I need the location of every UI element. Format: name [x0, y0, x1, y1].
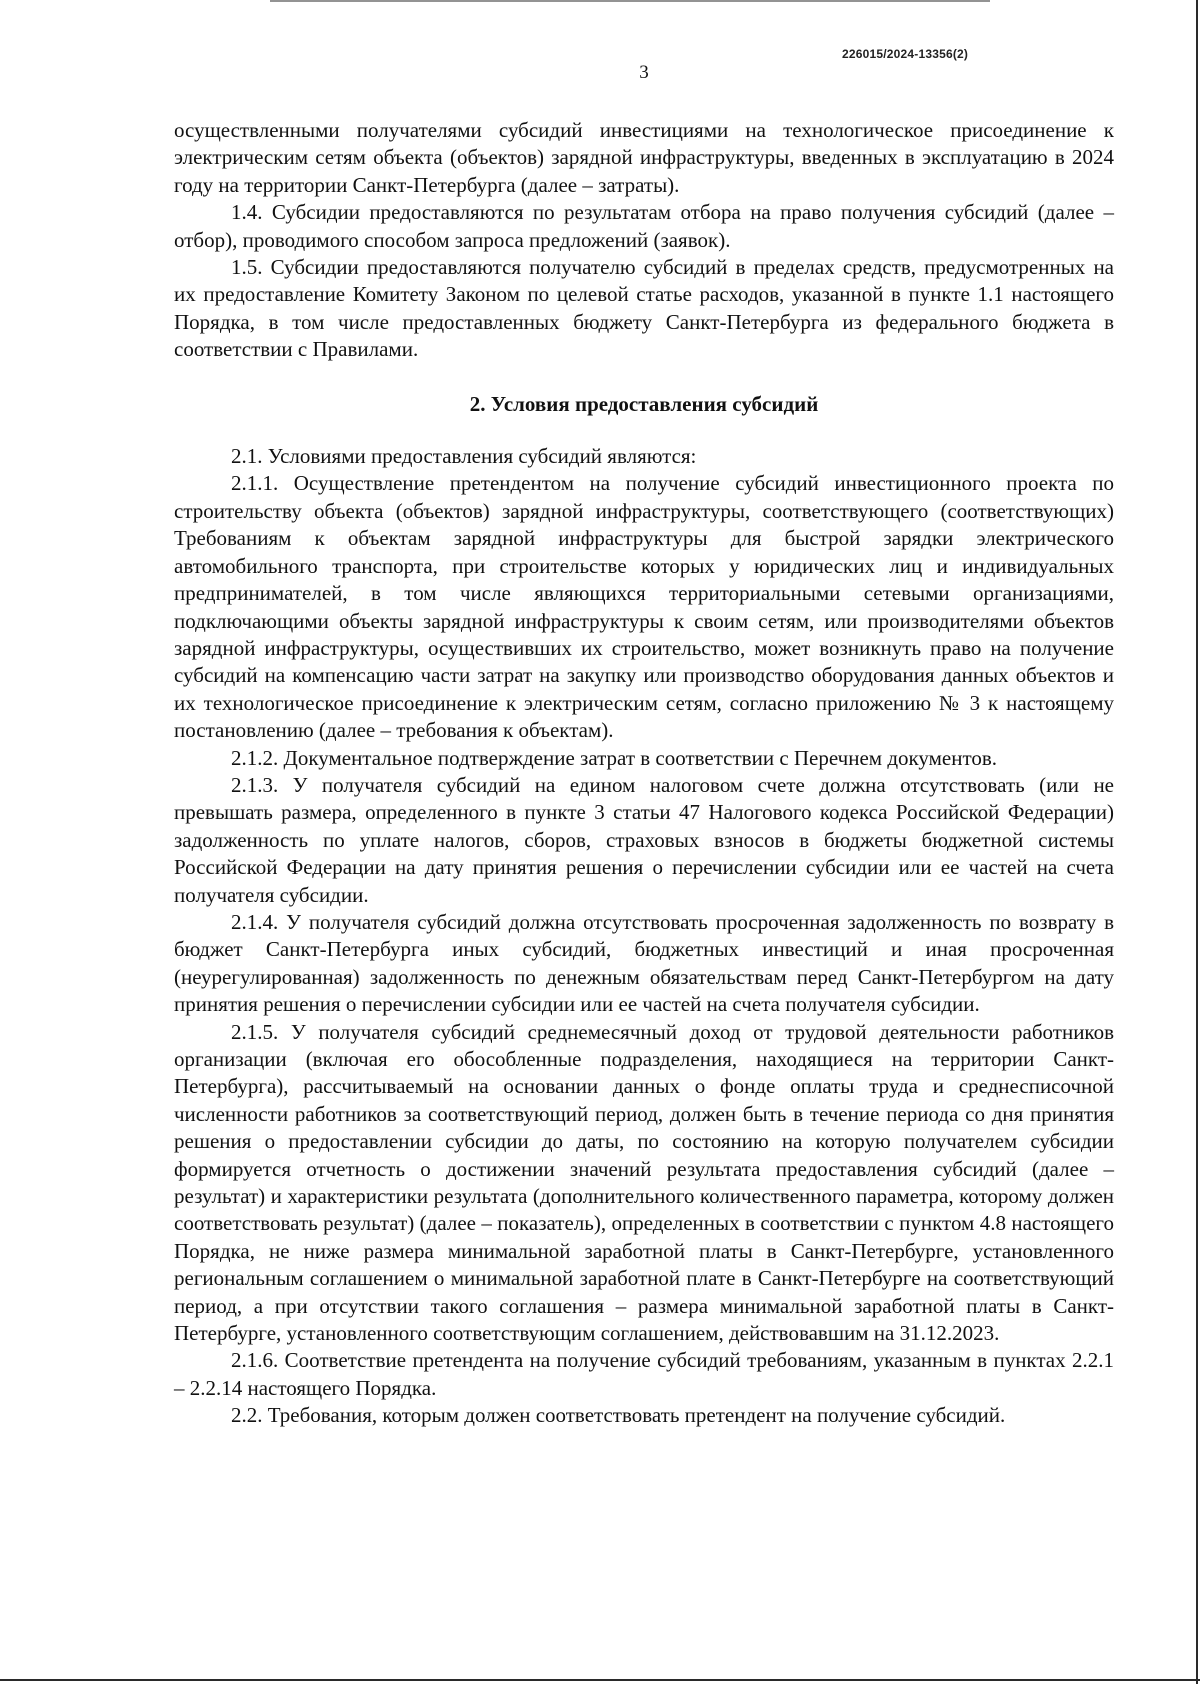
document-body	[174, 117, 1114, 1430]
paragraph-1-4: 1.4. Субсидии предоставляются по результатам отбора на право получения субсидий (далее – отбор), проводимого способом запроса предложений (заявок).	[174, 200, 1114, 252]
page-number: 3	[639, 62, 649, 83]
paragraph-2-1-4: 2.1.4. У получателя субсидий должна отсутствовать просроченная задолженность по возврату в бюджет Санкт-Петербурга иных субсидий, бюджетных инвестиций и иная просроченная (неурегулированная) задолженность по денежным обязательствам перед Санкт-Петербургом на дату принятия решения о перечислении субсидии или ее частей на счета получателя субсидии.	[174, 909, 1114, 1017]
paragraph-2-1-6: 2.1.6. Соответствие претендента на получение субсидий требованиям, указанным в пунктах 2.2.1 – 2.2.14 настоящего Порядка.	[174, 1348, 1114, 1400]
paragraph-2-2: 2.2. Требования, которым должен соответствовать претендент на получение субсидий.	[231, 1403, 1006, 1428]
paragraph-2-1: 2.1. Условиями предоставления субсидий являются:	[231, 444, 697, 469]
paragraph-2-1-3: 2.1.3. У получателя субсидий на едином налоговом счете должна отсутствовать (или не превышать размера, определенного в пункте 3 статьи 47 Налогового кодекса Российской Федерации) задолженность по уплате налогов, сборов, страховых взносов в бюджеты бюджетной системы Российской Федерации на дату принятия решения о перечислении субсидии или ее частей на счета получателя субсидии.	[174, 772, 1114, 907]
scan-edge-top	[270, 0, 990, 2]
scan-edge-bottom	[0, 1679, 1200, 1681]
paragraph-2-1-5: 2.1.5. У получателя субсидий среднемесячный доход от трудовой деятельности работников организации (включая его обособленные подразделения, находящиеся на территории Санкт-Петербурга), рассчитываемый на основании данных о фонде оплаты труда и среднесписочной численности работников за соответствующий период, должен быть в течение периода со дня принятия решения о предоставлении субсидии до даты, по состоянию на которую получателем субсидии формируется отчетность о достижении значений результата предоставления субсидий (далее – результат) и характеристики результата (дополнительного количественного параметра, которому должен соответствовать результат) (далее – показатель), определенных в соответствии с пунктом 4.8 настоящего Порядка, не ниже размера минимальной заработной платы в Санкт-Петербурге, установленного региональным соглашением о минимальной заработной плате в Санкт-Петербурге на соответствующий период, а при отсутствии такого соглашения – размера минимальной заработной платы в Санкт-Петербурге, установленного соответствующим соглашением, действовавшим на 31.12.2023.	[174, 1019, 1114, 1346]
section-heading: 2. Условия предоставления субсидий	[469, 391, 819, 416]
paragraph-2-1-2: 2.1.2. Документальное подтверждение затрат в соответствии с Перечнем документов.	[231, 745, 998, 770]
paragraph-1-5: 1.5. Субсидии предоставляются получателю субсидий в пределах средств, предусмотренных на их предоставление Комитету Законом по целевой статье расходов, указанной в пункте 1.1 настоящего Порядка, в том числе предоставленных бюджету Санкт-Петербурга из федерального бюджета в соответствии с Правилами.	[174, 255, 1114, 362]
paragraph-continuation: осуществленными получателями субсидий инвестициями на технологическое присоединение к электрическим сетям объекта (объектов) зарядной инфраструктуры, введенных в эксплуатацию в 2024 году на территории Санкт-Петербурга (далее – затраты).	[174, 118, 1114, 197]
document-registration-number: 226015/2024-13356(2)	[842, 47, 969, 61]
scan-edge-right	[1196, 0, 1198, 1684]
paragraph-2-1-1: 2.1.1. Осуществление претендентом на получение субсидий инвестиционного проекта по строительству объекта (объектов) зарядной инфраструктуры, соответствующего (соответствующих) Требованиям к объектам зарядной инфраструктуры для быстрой зарядки электрического автомобильного транспорта, при строительстве которых у юридических лиц и индивидуальных предпринимателей, в том числе являющихся территориальными сетевыми организациями, подключающими объекты зарядной инфраструктуры к своим сетям, или производителями объектов зарядной инфраструктуры, осуществивших их строительство, может возникнуть право на получение субсидий на компенсацию части затрат на закупку или производство оборудования данных объектов и их технологическое присоединение к электрическим сетям, согласно приложению № 3 к настоящему постановлению (далее – требования к объектам).	[174, 471, 1114, 743]
